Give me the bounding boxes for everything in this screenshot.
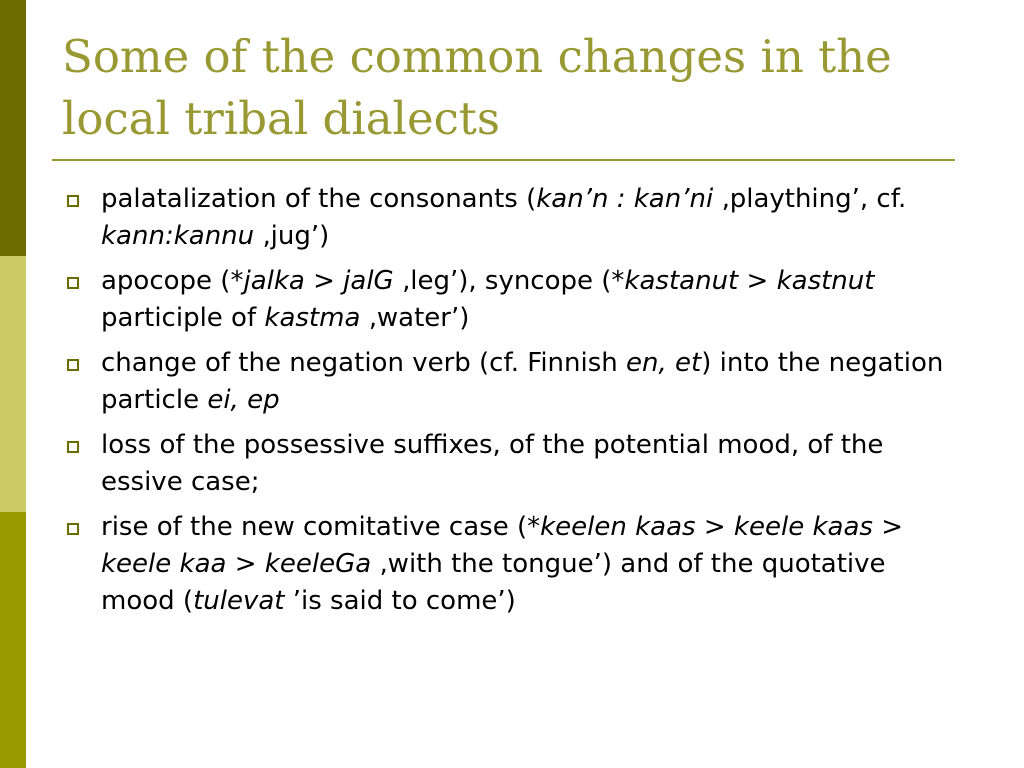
bullet-text: > — [695, 512, 734, 542]
bullet-example-italic: keeleGa — [264, 549, 372, 579]
bullet-text: ’is said to come’) — [284, 586, 516, 616]
bullet-example-italic: kastma — [264, 303, 361, 333]
square-bullet-icon — [67, 277, 79, 289]
bullet-example-italic: kan’n : kan’ni — [536, 184, 714, 214]
bullet-example-italic: keele kaas — [733, 512, 873, 542]
sidebar-band-middle — [0, 256, 26, 512]
bullet-text: ‚leg’), syncope (* — [393, 266, 625, 296]
bullet-item-negation — [62, 345, 962, 419]
slide-title-line1: Some of the common changes in the — [62, 30, 892, 83]
bullet-example-italic: keele kaa — [101, 549, 227, 579]
bullet-text: > — [738, 266, 777, 296]
bullet-example-italic: kastnut — [776, 266, 875, 296]
bullet-text: > — [304, 266, 344, 296]
bullet-example-italic: tulevat — [193, 586, 285, 616]
bullet-example-italic: jalG — [343, 266, 394, 296]
bullet-example-italic: kann:kannu — [101, 221, 255, 251]
bullet-text: apocope (* — [101, 266, 244, 296]
bullet-item-comitative — [62, 509, 962, 620]
bullet-list — [62, 181, 962, 628]
bullet-text: ‚water’) — [360, 303, 470, 333]
bullet-text: ‚with the tongue’) and of the quotative mood ( — [101, 549, 886, 616]
square-bullet-icon — [67, 195, 79, 207]
bullet-text: rise of the new comitative case (* — [101, 512, 541, 542]
square-bullet-icon — [67, 359, 79, 371]
bullet-example-italic: ei, ep — [207, 385, 280, 415]
bullet-text: palatalization of the consonants ( — [101, 184, 537, 214]
square-bullet-icon — [67, 441, 79, 453]
bullet-text: loss of the possessive suffixes, of the potential mood, of the essive case; — [101, 430, 884, 497]
bullet-item-loss — [62, 427, 962, 501]
slide-title — [62, 26, 962, 150]
bullet-text: > — [872, 512, 903, 542]
bullet-example-italic: en, et — [626, 348, 702, 378]
bullet-text: > — [226, 549, 265, 579]
bullet-example-italic: kastanut — [624, 266, 739, 296]
sidebar-band-bottom — [0, 512, 26, 768]
bullet-example-italic: keelen kaas — [540, 512, 696, 542]
bullet-text: participle of — [101, 303, 265, 333]
bullet-text: ‚jug’) — [254, 221, 330, 251]
bullet-item-palatalization — [62, 181, 962, 255]
square-bullet-icon — [67, 523, 79, 535]
bullet-text: change of the negation verb (cf. Finnish — [101, 348, 627, 378]
sidebar-band-top — [0, 0, 26, 256]
bullet-text: ) into the negation particle — [101, 348, 944, 415]
title-divider — [52, 159, 955, 161]
bullet-text: ‚plaything’, cf. — [713, 184, 907, 214]
bullet-example-italic: jalka — [243, 266, 305, 296]
bullet-item-apocope — [62, 263, 962, 337]
slide-title-line2: local tribal dialects — [62, 92, 500, 145]
